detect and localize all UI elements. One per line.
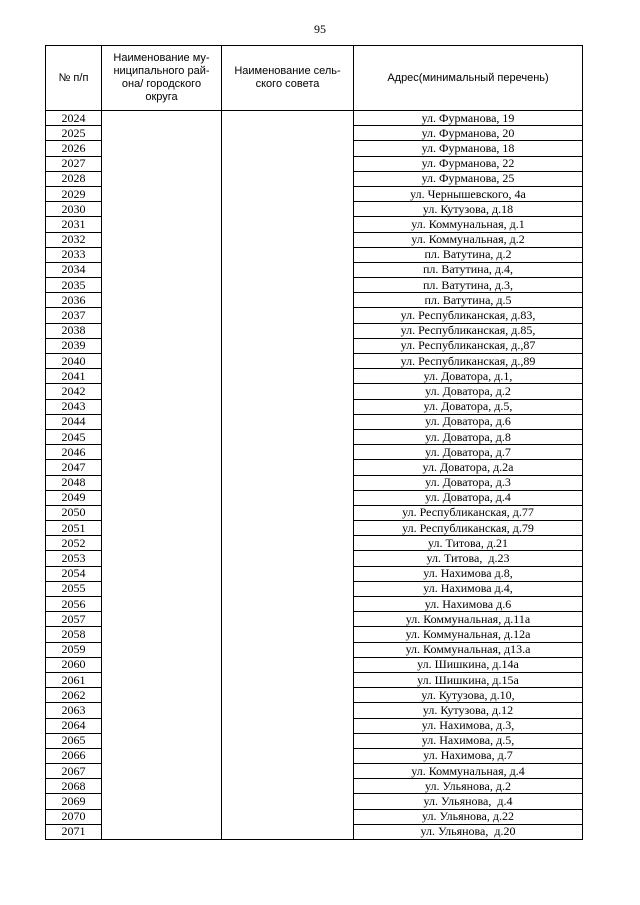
row-number: 2045 (46, 429, 102, 444)
address-cell: ул. Республиканская, д.79 (354, 521, 583, 536)
district-cell (102, 642, 222, 657)
council-cell (222, 612, 354, 627)
row-number: 2041 (46, 369, 102, 384)
table-row (46, 232, 583, 247)
row-number: 2027 (46, 156, 102, 171)
row-number: 2038 (46, 323, 102, 338)
address-cell: ул. Нахимова, д.3, (354, 718, 583, 733)
council-cell (222, 627, 354, 642)
district-cell (102, 824, 222, 839)
row-number: 2035 (46, 278, 102, 293)
row-number: 2024 (46, 111, 102, 126)
table-row (46, 748, 583, 763)
table-row (46, 718, 583, 733)
district-cell (102, 247, 222, 262)
council-cell (222, 566, 354, 581)
address-cell: ул. Доватора, д.1, (354, 369, 583, 384)
address-cell: ул. Коммунальная, д.4 (354, 764, 583, 779)
district-cell (102, 156, 222, 171)
table-row (46, 399, 583, 414)
address-cell: ул. Доватора, д.2 (354, 384, 583, 399)
district-cell (102, 354, 222, 369)
council-cell (222, 429, 354, 444)
row-number: 2048 (46, 475, 102, 490)
address-cell: ул. Нахимова д.6 (354, 597, 583, 612)
district-cell (102, 794, 222, 809)
council-cell (222, 384, 354, 399)
row-number: 2058 (46, 627, 102, 642)
table-row (46, 308, 583, 323)
row-number: 2032 (46, 232, 102, 247)
table-row (46, 323, 583, 338)
row-number: 2057 (46, 612, 102, 627)
council-cell (222, 521, 354, 536)
address-cell: ул. Шишкина, д.15а (354, 672, 583, 687)
council-cell (222, 733, 354, 748)
address-cell: ул. Доватора, д.3 (354, 475, 583, 490)
table-row (46, 809, 583, 824)
row-number: 2071 (46, 824, 102, 839)
district-cell (102, 278, 222, 293)
row-number: 2030 (46, 202, 102, 217)
district-cell (102, 262, 222, 277)
row-number: 2037 (46, 308, 102, 323)
district-cell (102, 475, 222, 490)
district-cell (102, 718, 222, 733)
table-row (46, 764, 583, 779)
header-council-text: Наименование сель- ского совета (234, 65, 341, 90)
row-number: 2063 (46, 703, 102, 718)
address-cell: ул. Фурманова, 18 (354, 141, 583, 156)
council-cell (222, 688, 354, 703)
row-number: 2042 (46, 384, 102, 399)
row-number: 2055 (46, 581, 102, 596)
address-cell: ул. Коммунальная, д.12а (354, 627, 583, 642)
row-number: 2039 (46, 338, 102, 353)
address-cell: ул. Шишкина, д.14а (354, 657, 583, 672)
table-row (46, 505, 583, 520)
district-cell (102, 445, 222, 460)
address-cell: ул. Нахимова, д.5, (354, 733, 583, 748)
council-cell (222, 141, 354, 156)
table-row (46, 779, 583, 794)
council-cell (222, 262, 354, 277)
council-cell (222, 779, 354, 794)
address-cell: ул. Фурманова, 19 (354, 111, 583, 126)
table-body (46, 111, 583, 840)
address-cell: ул. Ульянова, д.4 (354, 794, 583, 809)
row-number: 2043 (46, 399, 102, 414)
header-district-text: Наименование му- ниципального рай- она/ городского округа (113, 52, 210, 103)
district-cell (102, 460, 222, 475)
row-number: 2029 (46, 186, 102, 201)
council-cell (222, 217, 354, 232)
row-number: 2070 (46, 809, 102, 824)
district-cell (102, 217, 222, 232)
table-header-row (46, 46, 583, 111)
district-cell (102, 733, 222, 748)
table-row (46, 794, 583, 809)
table-row (46, 612, 583, 627)
district-cell (102, 141, 222, 156)
row-number: 2026 (46, 141, 102, 156)
table-row (46, 490, 583, 505)
table-row (46, 703, 583, 718)
table-row (46, 186, 583, 201)
table-row (46, 445, 583, 460)
council-cell (222, 460, 354, 475)
district-cell (102, 612, 222, 627)
council-cell (222, 414, 354, 429)
table-row (46, 171, 583, 186)
address-cell: ул. Ульянова, д.20 (354, 824, 583, 839)
council-cell (222, 764, 354, 779)
council-cell (222, 809, 354, 824)
district-cell (102, 688, 222, 703)
address-table (45, 45, 583, 840)
row-number: 2049 (46, 490, 102, 505)
council-cell (222, 186, 354, 201)
district-cell (102, 703, 222, 718)
council-cell (222, 718, 354, 733)
council-cell (222, 505, 354, 520)
council-cell (222, 551, 354, 566)
table-row (46, 111, 583, 126)
district-cell (102, 521, 222, 536)
address-cell: ул. Доватора, д.5, (354, 399, 583, 414)
row-number: 2059 (46, 642, 102, 657)
council-cell (222, 232, 354, 247)
table-row (46, 824, 583, 839)
district-cell (102, 672, 222, 687)
address-cell: ул. Доватора, д.6 (354, 414, 583, 429)
row-number: 2067 (46, 764, 102, 779)
table-row (46, 202, 583, 217)
council-cell (222, 642, 354, 657)
council-cell (222, 308, 354, 323)
table-row (46, 217, 583, 232)
row-number: 2028 (46, 171, 102, 186)
row-number: 2069 (46, 794, 102, 809)
district-cell (102, 779, 222, 794)
header-district (102, 46, 222, 111)
council-cell (222, 354, 354, 369)
address-cell: ул. Доватора, д.7 (354, 445, 583, 460)
district-cell (102, 764, 222, 779)
table-row (46, 551, 583, 566)
address-cell: ул. Фурманова, 20 (354, 126, 583, 141)
address-cell: ул. Нахимова д.8, (354, 566, 583, 581)
row-number: 2064 (46, 718, 102, 733)
address-cell: пл. Ватутина, д.4, (354, 262, 583, 277)
district-cell (102, 399, 222, 414)
district-cell (102, 551, 222, 566)
row-number: 2052 (46, 536, 102, 551)
table-row (46, 429, 583, 444)
row-number: 2040 (46, 354, 102, 369)
address-cell: ул. Титова, д.21 (354, 536, 583, 551)
table-row (46, 278, 583, 293)
table-row (46, 521, 583, 536)
page-number: 95 (314, 22, 326, 36)
table-row (46, 597, 583, 612)
address-cell: ул. Доватора, д.8 (354, 429, 583, 444)
district-cell (102, 338, 222, 353)
row-number: 2060 (46, 657, 102, 672)
table-row (46, 247, 583, 262)
district-cell (102, 748, 222, 763)
council-cell (222, 323, 354, 338)
address-cell: ул. Ульянова, д.22 (354, 809, 583, 824)
district-cell (102, 111, 222, 126)
row-number: 2066 (46, 748, 102, 763)
council-cell (222, 445, 354, 460)
row-number: 2065 (46, 733, 102, 748)
district-cell (102, 186, 222, 201)
council-cell (222, 703, 354, 718)
table-row (46, 657, 583, 672)
district-cell (102, 308, 222, 323)
council-cell (222, 278, 354, 293)
table-row (46, 384, 583, 399)
address-cell: пл. Ватутина, д.5 (354, 293, 583, 308)
row-number: 2056 (46, 597, 102, 612)
address-cell: пл. Ватутина, д.3, (354, 278, 583, 293)
row-number: 2031 (46, 217, 102, 232)
row-number: 2050 (46, 505, 102, 520)
council-cell (222, 824, 354, 839)
address-cell: пл. Ватутина, д.2 (354, 247, 583, 262)
table-row (46, 475, 583, 490)
table-row (46, 338, 583, 353)
council-cell (222, 293, 354, 308)
row-number: 2061 (46, 672, 102, 687)
table-row (46, 293, 583, 308)
district-cell (102, 369, 222, 384)
council-cell (222, 597, 354, 612)
table-row (46, 581, 583, 596)
council-cell (222, 369, 354, 384)
table-row (46, 642, 583, 657)
council-cell (222, 126, 354, 141)
address-cell: ул. Доватора, д.4 (354, 490, 583, 505)
council-cell (222, 111, 354, 126)
address-cell: ул. Кутузова, д.18 (354, 202, 583, 217)
district-cell (102, 536, 222, 551)
row-number: 2044 (46, 414, 102, 429)
address-cell: ул. Фурманова, 22 (354, 156, 583, 171)
council-cell (222, 536, 354, 551)
council-cell (222, 581, 354, 596)
table-row (46, 688, 583, 703)
table-row (46, 733, 583, 748)
row-number: 2036 (46, 293, 102, 308)
row-number: 2046 (46, 445, 102, 460)
council-cell (222, 247, 354, 262)
council-cell (222, 399, 354, 414)
council-cell (222, 338, 354, 353)
table-row (46, 262, 583, 277)
district-cell (102, 429, 222, 444)
table-row (46, 566, 583, 581)
row-number: 2047 (46, 460, 102, 475)
district-cell (102, 414, 222, 429)
district-cell (102, 126, 222, 141)
address-cell: ул. Чернышевского, 4а (354, 186, 583, 201)
table-row (46, 536, 583, 551)
address-cell: ул. Республиканская, д.,87 (354, 338, 583, 353)
district-cell (102, 171, 222, 186)
row-number: 2068 (46, 779, 102, 794)
address-cell: ул. Республиканская, д.,89 (354, 354, 583, 369)
address-cell: ул. Кутузова, д.10, (354, 688, 583, 703)
address-cell: ул. Ульянова, д.2 (354, 779, 583, 794)
council-cell (222, 657, 354, 672)
district-cell (102, 657, 222, 672)
address-cell: ул. Фурманова, 25 (354, 171, 583, 186)
district-cell (102, 566, 222, 581)
row-number: 2062 (46, 688, 102, 703)
table-row (46, 156, 583, 171)
table-row (46, 460, 583, 475)
table-row (46, 141, 583, 156)
address-cell: ул. Нахимова, д.7 (354, 748, 583, 763)
district-cell (102, 384, 222, 399)
address-cell: ул. Кутузова, д.12 (354, 703, 583, 718)
district-cell (102, 597, 222, 612)
council-cell (222, 202, 354, 217)
address-cell: ул. Коммунальная, д13.а (354, 642, 583, 657)
district-cell (102, 627, 222, 642)
table-row (46, 672, 583, 687)
row-number: 2025 (46, 126, 102, 141)
address-cell: ул. Республиканская, д.85, (354, 323, 583, 338)
district-cell (102, 323, 222, 338)
table-row (46, 354, 583, 369)
table-row (46, 414, 583, 429)
district-cell (102, 490, 222, 505)
district-cell (102, 202, 222, 217)
council-cell (222, 672, 354, 687)
address-cell: ул. Коммунальная, д.2 (354, 232, 583, 247)
row-number: 2054 (46, 566, 102, 581)
district-cell (102, 581, 222, 596)
address-cell: ул. Титова, д.23 (354, 551, 583, 566)
council-cell (222, 794, 354, 809)
address-cell: ул. Республиканская, д.77 (354, 505, 583, 520)
address-cell: ул. Нахимова д.4, (354, 581, 583, 596)
header-address: Адрес(минимальный перечень) (354, 46, 583, 111)
district-cell (102, 505, 222, 520)
table-row (46, 627, 583, 642)
table-row (46, 369, 583, 384)
table-row (46, 126, 583, 141)
row-number: 2033 (46, 247, 102, 262)
header-number: № п/п (46, 46, 102, 111)
council-cell (222, 475, 354, 490)
row-number: 2034 (46, 262, 102, 277)
address-cell: ул. Доватора, д.2а (354, 460, 583, 475)
address-cell: ул. Коммунальная, д.11а (354, 612, 583, 627)
council-cell (222, 490, 354, 505)
address-cell: ул. Коммунальная, д.1 (354, 217, 583, 232)
district-cell (102, 809, 222, 824)
council-cell (222, 171, 354, 186)
council-cell (222, 748, 354, 763)
district-cell (102, 232, 222, 247)
district-cell (102, 293, 222, 308)
row-number: 2051 (46, 521, 102, 536)
row-number: 2053 (46, 551, 102, 566)
header-council (222, 46, 354, 111)
council-cell (222, 156, 354, 171)
address-cell: ул. Республиканская, д.83, (354, 308, 583, 323)
